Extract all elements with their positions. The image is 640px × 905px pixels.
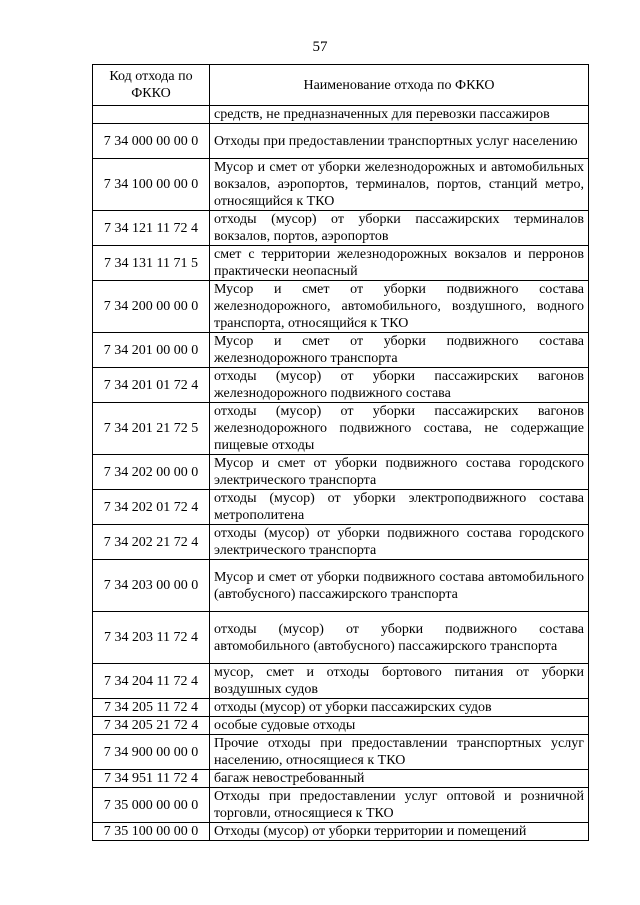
waste-code-cell: 7 34 201 01 72 4 [93,368,210,403]
table-row [93,281,589,333]
waste-code-cell: 7 34 201 21 72 5 [93,403,210,455]
table-row [93,403,589,455]
waste-name-cell: Мусор и смет от уборки подвижного состава городского электрического транспорта [210,455,589,490]
header-name: Наименование отхода по ФККО [210,65,589,106]
waste-name-cell: отходы (мусор) от уборки подвижного состава городского электрического транспорта [210,525,589,560]
table-row [93,717,589,735]
table-row [93,699,589,717]
waste-name-cell: отходы (мусор) от уборки пассажирских вагонов железнодорожного подвижного состава [210,368,589,403]
table-row [93,560,589,612]
page-number: 57 [312,39,328,55]
table-row [93,788,589,823]
waste-name-cell: Отходы (мусор) от уборки территории и помещений [210,823,589,841]
waste-code-cell: 7 34 000 00 00 0 [93,124,210,159]
waste-code-cell: 7 34 201 00 00 0 [93,333,210,368]
waste-code-cell [93,106,210,124]
waste-code-cell: 7 35 000 00 00 0 [93,788,210,823]
header-code: Код отхода по ФККО [93,65,210,106]
waste-code-cell: 7 34 204 11 72 4 [93,664,210,699]
waste-name-cell: отходы (мусор) от уборки электроподвижного состава метрополитена [210,490,589,525]
waste-code-cell: 7 34 900 00 00 0 [93,735,210,770]
waste-name-cell: отходы (мусор) от уборки пассажирских судов [210,699,589,717]
waste-name-cell: Мусор и смет от уборки подвижного состава железнодорожного, автомобильного, воздушного, водного транспорта, относящийся к ТКО [210,281,589,333]
table-row [93,612,589,664]
table-row [93,455,589,490]
waste-name-cell: Мусор и смет от уборки железнодорожных и автомобильных вокзалов, аэропортов, терминалов, портов, станций метро, относящийся к ТКО [210,159,589,211]
waste-name-cell: Отходы при предоставлении услуг оптовой и розничной торговли, относящиеся к ТКО [210,788,589,823]
table-row [93,368,589,403]
waste-name-cell: смет с территории железнодорожных вокзалов и перронов практически неопасный [210,246,589,281]
waste-code-cell: 7 34 202 01 72 4 [93,490,210,525]
table-row [93,490,589,525]
table-row [93,525,589,560]
waste-name-cell: багаж невостребованный [210,770,589,788]
waste-name-cell: Отходы при предоставлении транспортных услуг населению [210,124,589,159]
waste-name-cell: отходы (мусор) от уборки пассажирских вагонов железнодорожного подвижного состава, не содержащие пищевые отходы [210,403,589,455]
waste-name-cell: особые судовые отходы [210,717,589,735]
waste-code-cell: 7 34 202 21 72 4 [93,525,210,560]
table-row [93,333,589,368]
waste-name-cell: Прочие отходы при предоставлении транспортных услуг населению, относящиеся к ТКО [210,735,589,770]
fkko-waste-table [92,64,589,841]
waste-name-cell: Мусор и смет от уборки подвижного состава железнодорожного транспорта [210,333,589,368]
waste-code-cell: 7 34 131 11 71 5 [93,246,210,281]
waste-code-cell: 7 34 205 21 72 4 [93,717,210,735]
table-row [93,106,589,124]
waste-code-cell: 7 34 203 00 00 0 [93,560,210,612]
waste-code-cell: 7 34 203 11 72 4 [93,612,210,664]
table-row [93,735,589,770]
waste-name-cell: средств, не предназначенных для перевозки пассажиров [210,106,589,124]
table-row [93,211,589,246]
table-row [93,124,589,159]
table-row [93,664,589,699]
table-body [93,106,589,841]
waste-code-cell: 7 34 951 11 72 4 [93,770,210,788]
waste-code-cell: 7 34 202 00 00 0 [93,455,210,490]
waste-code-cell: 7 34 100 00 00 0 [93,159,210,211]
waste-code-cell: 7 35 100 00 00 0 [93,823,210,841]
waste-name-cell: отходы (мусор) от уборки подвижного состава автомобильного (автобусного) пассажирского транспорта [210,612,589,664]
table-row [93,770,589,788]
table-header-row [93,65,589,106]
waste-name-cell: мусор, смет и отходы бортового питания от уборки воздушных судов [210,664,589,699]
waste-code-cell: 7 34 121 11 72 4 [93,211,210,246]
waste-code-cell: 7 34 205 11 72 4 [93,699,210,717]
waste-name-cell: отходы (мусор) от уборки пассажирских терминалов вокзалов, портов, аэропортов [210,211,589,246]
waste-code-cell: 7 34 200 00 00 0 [93,281,210,333]
table-row [93,246,589,281]
table-row [93,823,589,841]
waste-name-cell: Мусор и смет от уборки подвижного состава автомобильного (автобусного) пассажирского транспорта [210,560,589,612]
table-row [93,159,589,211]
